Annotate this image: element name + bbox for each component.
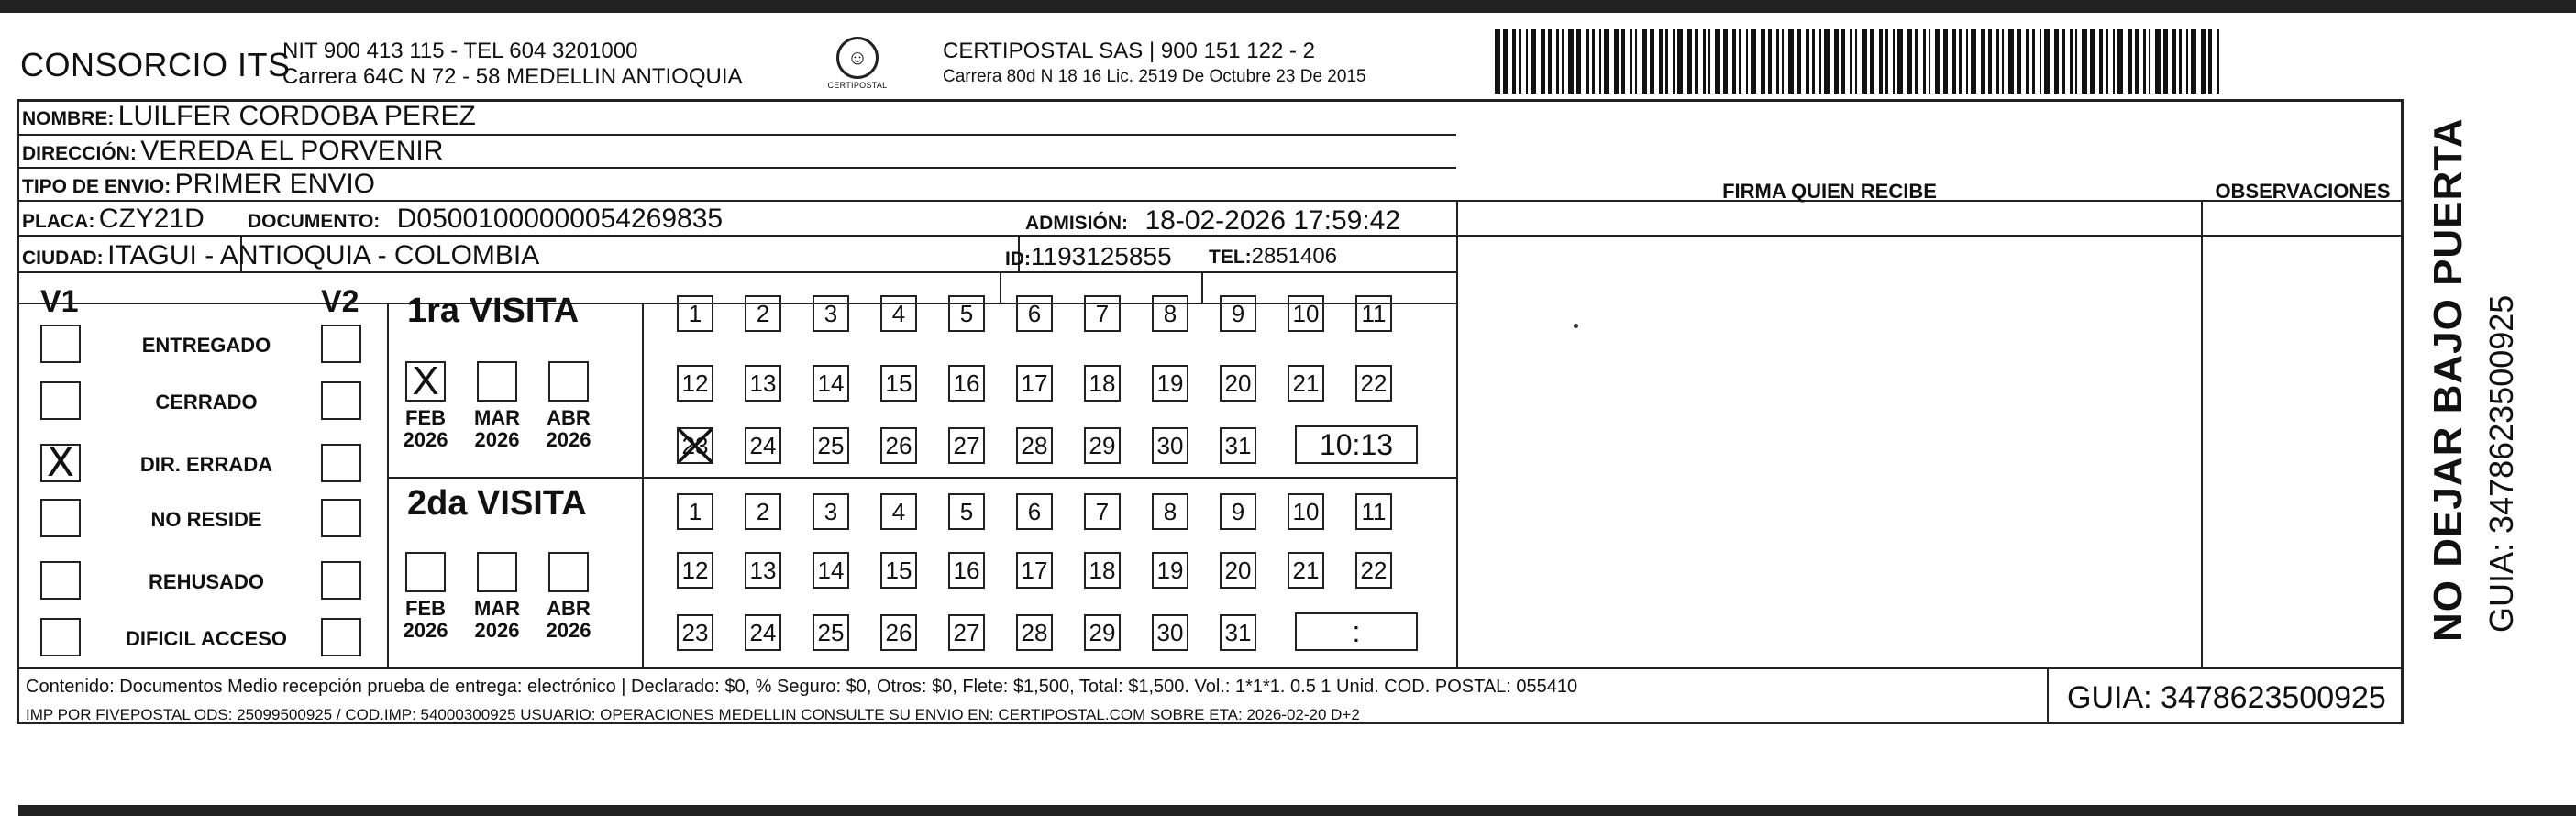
tipo-envio-row	[22, 169, 375, 200]
visit1-day-box: 15	[880, 365, 917, 402]
visit2-day-box: 2	[745, 493, 781, 530]
v1-checkbox	[40, 499, 81, 537]
visit1-day-box: 22	[1355, 365, 1392, 402]
visit1-day-box: 3	[813, 295, 849, 332]
visit1-day-box: 7	[1084, 295, 1121, 332]
v2-checkbox	[321, 618, 361, 656]
observaciones-header: OBSERVACIONES	[2215, 180, 2391, 203]
contenido-line: Contenido: Documentos Medio recepción prueba de entrega: electrónico | Declarado: $0, % Seguro: $0, Otros: $0, Flete: $1,500, Total: $1,500. Vol.: 1*1*1. 0.5 1 Unid. COD. POSTAL: 055410	[26, 677, 1578, 697]
status-label: NO RESIDE	[150, 508, 262, 531]
visit2-year-label: 2026	[474, 619, 520, 642]
visit1-day-box: 13	[745, 365, 781, 402]
visit2-day-box: 1	[677, 493, 713, 530]
visit1-day-box: 5	[948, 295, 985, 332]
visit2-day-box: 10	[1288, 493, 1324, 530]
visit1-day-box: 6	[1016, 295, 1053, 332]
nit-line: NIT 900 413 115 - TEL 604 3201000	[282, 39, 638, 63]
divider	[2201, 200, 2203, 667]
visit2-day-box: 31	[1220, 614, 1256, 651]
guia-number: GUIA: 3478623500925	[2067, 680, 2386, 715]
certipostal-license: Carrera 80d N 18 16 Lic. 2519 De Octubre 23 De 2015	[943, 67, 1366, 86]
status-label: ENTREGADO	[141, 334, 271, 357]
visit1-day-box: 26	[880, 427, 917, 464]
placa-field	[22, 204, 205, 235]
v1-header: V1	[40, 284, 79, 319]
visit1-day-box: 21	[1288, 365, 1324, 402]
visit2-day-box: 5	[948, 493, 985, 530]
visit2-day-box: 3	[813, 493, 849, 530]
visit1-day-box: 30	[1152, 427, 1188, 464]
visit1-day-box: 8	[1152, 295, 1188, 332]
visit1-day-box: 14	[813, 365, 849, 402]
visit2-time-box: :	[1295, 612, 1418, 651]
documento-label: DOCUMENTO:	[248, 211, 381, 232]
visit1-day-box: 31	[1220, 427, 1256, 464]
visit2-title: 2da VISITA	[407, 484, 587, 523]
ciudad-value: ITAGUI - ANTIOQUIA - COLOMBIA	[107, 240, 540, 270]
visit1-day-box: 16	[948, 365, 985, 402]
v2-checkbox	[321, 381, 361, 420]
visit1-month-checkbox: X	[405, 361, 446, 402]
visit1-month-label: FEB	[405, 406, 446, 429]
placa-value: CZY21D	[98, 204, 205, 234]
visit2-day-box: 18	[1084, 552, 1121, 589]
divider	[1000, 271, 1001, 303]
no-dejar-notice: NO DEJAR BAJO PUERTA	[2426, 117, 2471, 642]
v1-checkbox: X	[40, 444, 81, 482]
visit1-day-box: 2	[745, 295, 781, 332]
firma-header: FIRMA QUIEN RECIBE	[1722, 180, 1937, 203]
ciudad-label: CIUDAD:	[22, 248, 104, 269]
visit1-day-box: 18	[1084, 365, 1121, 402]
visit2-day-box: 28	[1016, 614, 1053, 651]
v2-checkbox	[321, 444, 361, 482]
certipostal-logo	[821, 37, 894, 101]
visit2-day-box: 16	[948, 552, 985, 589]
visit2-day-box: 26	[880, 614, 917, 651]
visit2-month-checkbox	[405, 552, 446, 592]
visit2-day-box: 17	[1016, 552, 1053, 589]
certipostal-logo-icon: ☺	[836, 37, 879, 79]
visit1-month-checkbox	[477, 361, 517, 402]
visit1-day-box: 24	[745, 427, 781, 464]
tipo-envio-value: PRIMER ENVIO	[174, 169, 376, 199]
visit2-day-box: 24	[745, 614, 781, 651]
visit1-month-checkbox	[548, 361, 589, 402]
visit1-day-box: 10	[1288, 295, 1324, 332]
direccion-value: VEREDA EL PORVENIR	[140, 136, 444, 166]
visit2-day-box: 30	[1152, 614, 1188, 651]
v2-checkbox	[321, 499, 361, 537]
visit2-month-label: ABR	[547, 597, 591, 620]
barcode-icon	[1495, 29, 2226, 94]
divider	[17, 271, 1456, 273]
signature-mark	[1574, 324, 1578, 328]
divider	[387, 477, 1458, 479]
divider	[1201, 271, 1203, 303]
visit1-year-label: 2026	[474, 428, 520, 451]
visit1-day-box: 27	[948, 427, 985, 464]
visit1-day-box: 23	[677, 427, 713, 464]
visit2-year-label: 2026	[403, 619, 448, 642]
visit1-time-box: 10:13	[1295, 425, 1418, 464]
nombre-label: NOMBRE:	[22, 108, 115, 129]
visit2-day-box: 22	[1355, 552, 1392, 589]
logo-text: CERTIPOSTAL	[827, 81, 888, 90]
nombre-row	[22, 101, 476, 132]
v1-checkbox	[40, 618, 81, 656]
visit1-title: 1ra VISITA	[407, 292, 580, 330]
visit1-year-label: 2026	[546, 428, 591, 451]
tipo-envio-label: TIPO DE ENVIO:	[22, 176, 171, 197]
divider	[1456, 200, 1458, 667]
certipostal-line: CERTIPOSTAL SAS | 900 151 122 - 2	[943, 39, 1315, 63]
admision-label: ADMISIÓN:	[1025, 213, 1128, 234]
visit2-month-checkbox	[477, 552, 517, 592]
visit1-day-box: 9	[1220, 295, 1256, 332]
divider	[387, 303, 389, 667]
visit2-day-box: 9	[1220, 493, 1256, 530]
direccion-label: DIRECCIÓN:	[22, 143, 137, 164]
direccion-row	[22, 136, 443, 167]
visit1-day-box: 11	[1355, 295, 1392, 332]
v1-checkbox	[40, 325, 81, 363]
visit1-year-label: 2026	[403, 428, 448, 451]
v1-checkbox	[40, 561, 81, 600]
visit1-day-box: 20	[1220, 365, 1256, 402]
visit1-day-box: 17	[1016, 365, 1053, 402]
tel-label: TEL:	[1209, 247, 1252, 268]
company-info	[282, 39, 743, 90]
visit2-year-label: 2026	[546, 619, 591, 642]
visit2-day-box: 23	[677, 614, 713, 651]
visit2-month-label: FEB	[405, 597, 446, 620]
visit1-month-label: ABR	[547, 406, 591, 429]
side-guia: GUIA: 3478623500925	[2482, 294, 2520, 633]
visit2-day-box: 12	[677, 552, 713, 589]
visit1-day-box: 25	[813, 427, 849, 464]
visit2-day-box: 11	[1355, 493, 1392, 530]
company-name: CONSORCIO ITS	[20, 46, 291, 83]
visit2-day-box: 13	[745, 552, 781, 589]
visit2-day-box: 6	[1016, 493, 1053, 530]
id-value: 1193125855	[1031, 242, 1172, 270]
visit2-day-box: 25	[813, 614, 849, 651]
divider	[2047, 667, 2049, 724]
v2-header: V2	[321, 284, 359, 319]
certipostal-info	[943, 39, 1366, 90]
placa-label: PLACA:	[22, 211, 95, 232]
visit2-day-box: 15	[880, 552, 917, 589]
visit1-day-box: 1	[677, 295, 713, 332]
visit2-month-checkbox	[548, 552, 589, 592]
visit1-day-box: 4	[880, 295, 917, 332]
status-label: DIR. ERRADA	[139, 453, 273, 476]
visit2-day-box: 29	[1084, 614, 1121, 651]
ciudad-field	[22, 240, 539, 271]
imp-line: IMP POR FIVEPOSTAL ODS: 25099500925 / COD.IMP: 54000300925 USUARIO: OPERACIONES MEDELLIN CONSULTE SU ENVIO EN: CERTIPOSTAL.COM SOBRE ETA: 2026-02-20 D+2	[26, 706, 1360, 723]
divider	[17, 667, 2404, 669]
status-label: DIFICIL ACCESO	[125, 627, 287, 650]
top-border	[0, 0, 2576, 13]
visit2-day-box: 8	[1152, 493, 1188, 530]
admision-field	[1025, 205, 1400, 237]
divider	[642, 303, 644, 667]
documento-field	[248, 204, 723, 235]
visit2-day-box: 19	[1152, 552, 1188, 589]
id-field	[1005, 242, 1172, 271]
v2-checkbox	[321, 561, 361, 600]
side-notice	[2407, 110, 2572, 642]
v1-checkbox	[40, 381, 81, 420]
address-line: Carrera 64C N 72 - 58 MEDELLIN ANTIOQUIA	[282, 64, 743, 89]
nombre-value: LUILFER CORDOBA PEREZ	[117, 101, 476, 131]
v2-checkbox	[321, 325, 361, 363]
visit2-day-box: 14	[813, 552, 849, 589]
visit2-day-box: 4	[880, 493, 917, 530]
visit1-day-box: 28	[1016, 427, 1053, 464]
visit2-day-box: 21	[1288, 552, 1324, 589]
visit1-month-label: MAR	[473, 406, 521, 429]
documento-value: D05001000000054269835	[396, 204, 724, 234]
status-label: REHUSADO	[149, 570, 264, 593]
admision-value: 18-02-2026 17:59:42	[1144, 205, 1401, 236]
visit2-day-box: 7	[1084, 493, 1121, 530]
status-label: CERRADO	[155, 391, 258, 414]
visit2-day-box: 27	[948, 614, 985, 651]
visit1-day-box: 19	[1152, 365, 1188, 402]
bottom-border	[18, 805, 2576, 816]
visit1-day-box: 29	[1084, 427, 1121, 464]
id-label: ID:	[1005, 248, 1031, 270]
visit2-month-label: MAR	[473, 597, 521, 620]
visit1-day-box: 12	[677, 365, 713, 402]
tel-value: 2851406	[1251, 244, 1338, 269]
visit2-day-box: 20	[1220, 552, 1256, 589]
tel-field	[1209, 244, 1337, 270]
